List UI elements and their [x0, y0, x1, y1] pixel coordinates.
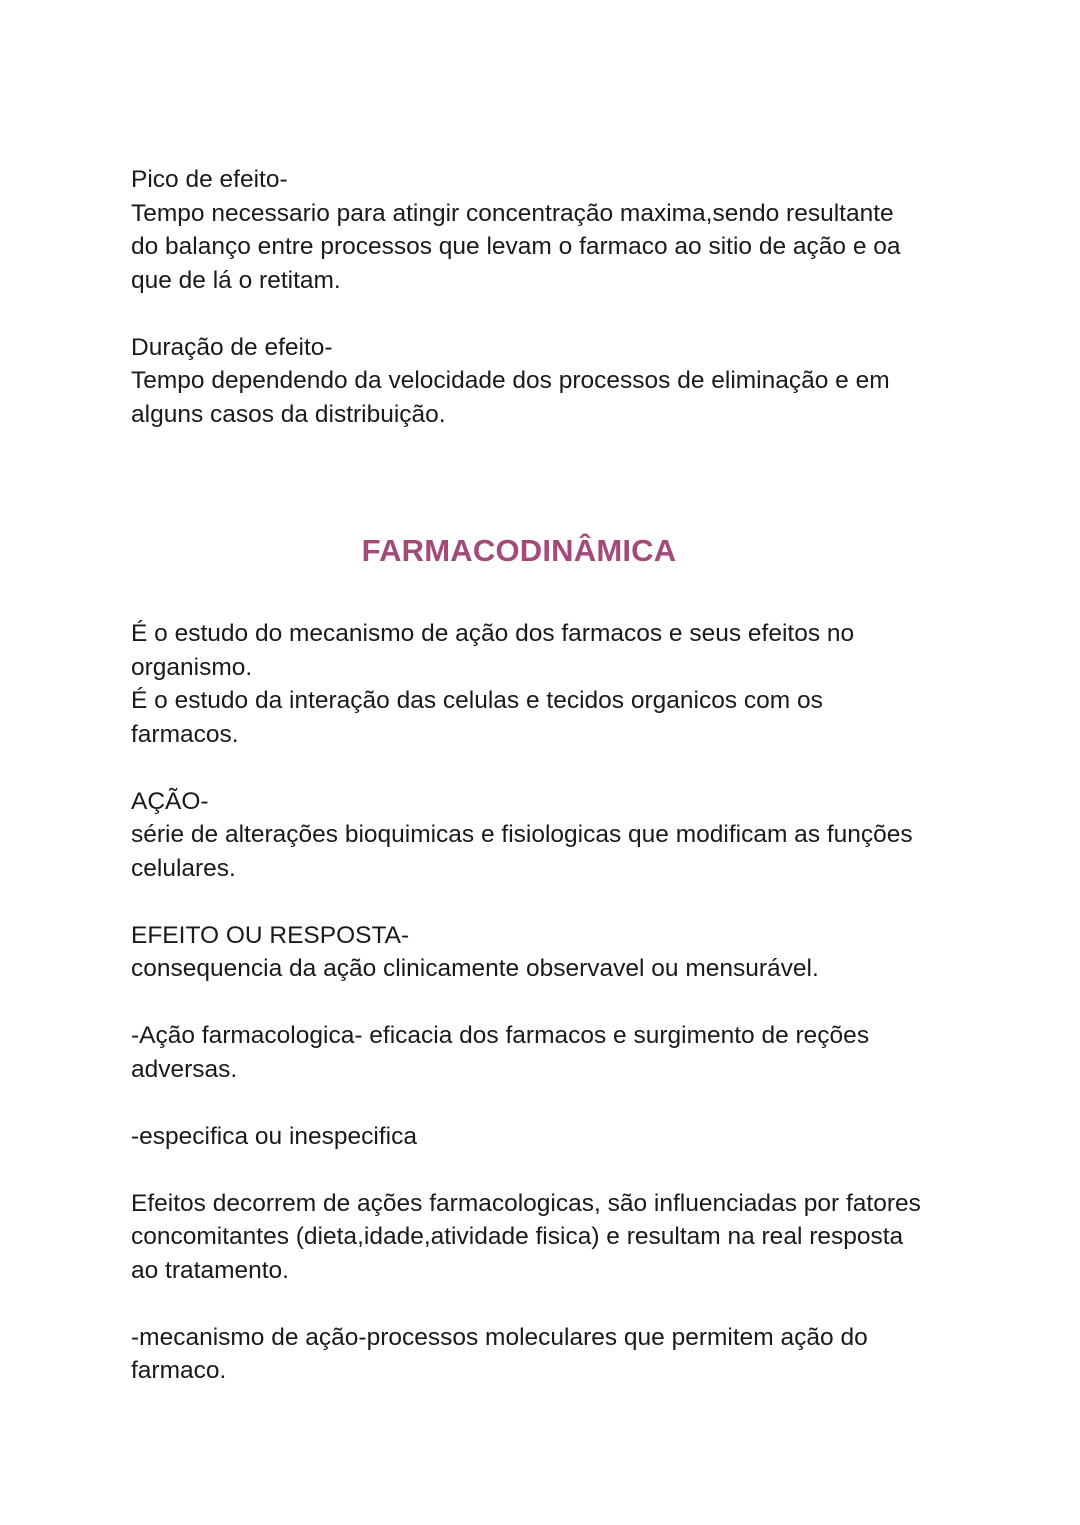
paragraph-line: organismo. [131, 653, 253, 681]
paragraph-line: É o estudo da interação das celulas e tecidos organicos com os [131, 687, 823, 714]
spacer [131, 297, 961, 331]
section-heading: Pico de efeito- [131, 166, 288, 193]
section-heading: AÇÃO- [131, 787, 209, 815]
paragraph-line: alguns casos da distribuição. [131, 400, 446, 428]
spacer [131, 601, 961, 617]
section-heading: EFEITO OU RESPOSTA- [131, 921, 410, 949]
paragraph-line: -Ação farmacologica- eficacia dos farmacos e surgimento de reções [131, 1022, 870, 1049]
paragraph-line: -mecanismo de ação-processos moleculares que permitem ação do [131, 1323, 868, 1351]
section-intro [131, 617, 961, 751]
section-pico-de-efeito [131, 163, 961, 297]
paragraph-line: Tempo dependendo da velocidade dos processos de eliminação e em [131, 367, 890, 394]
paragraph-line: celulares. [131, 854, 236, 882]
paragraph-line: Tempo necessario para atingir concentração maxima,sendo resultante [131, 199, 894, 227]
paragraph-line: ao tratamento. [131, 1256, 289, 1284]
spacer [131, 751, 961, 785]
paragraph-line: série de alterações bioquimicas e fisiologicas que modificam as funções [131, 821, 913, 848]
paragraph-line: concomitantes (dieta,idade,atividade fisica) e resultam na real resposta [131, 1223, 904, 1250]
spacer [131, 986, 961, 1020]
section-mecanismo-de-acao [131, 1321, 961, 1388]
document-page [131, 163, 961, 1388]
spacer [131, 885, 961, 919]
section-acao [131, 785, 961, 886]
paragraph-line: consequencia da ação clinicamente observavel ou mensurável. [131, 955, 819, 982]
paragraph-line: adversas. [131, 1055, 238, 1083]
paragraph-line: É o estudo do mecanismo de ação dos farmacos e seus efeitos no [131, 620, 855, 647]
section-heading: Duração de efeito- [131, 333, 333, 361]
spacer [131, 431, 961, 531]
spacer [131, 1086, 961, 1120]
spacer [131, 1287, 961, 1321]
section-efeitos-decorrem [131, 1187, 961, 1288]
paragraph-line: que de lá o retitam. [131, 266, 341, 294]
section-duracao-de-efeito [131, 331, 961, 432]
paragraph-line: farmacos. [131, 720, 239, 748]
title-wrapper [131, 531, 961, 601]
spacer [131, 1153, 961, 1187]
page-title: FARMACODINÂMICA [361, 533, 677, 568]
paragraph-line: -especifica ou inespecifica [131, 1122, 417, 1150]
section-especifica [131, 1120, 961, 1154]
paragraph-line: do balanço entre processos que levam o farmaco ao sitio de ação e oa [131, 233, 901, 260]
section-efeito-ou-resposta [131, 919, 961, 986]
section-acao-farmacologica [131, 1019, 961, 1086]
paragraph-line: farmaco. [131, 1357, 227, 1384]
paragraph-line: Efeitos decorrem de ações farmacologicas, são influenciadas por fatores [131, 1189, 921, 1217]
